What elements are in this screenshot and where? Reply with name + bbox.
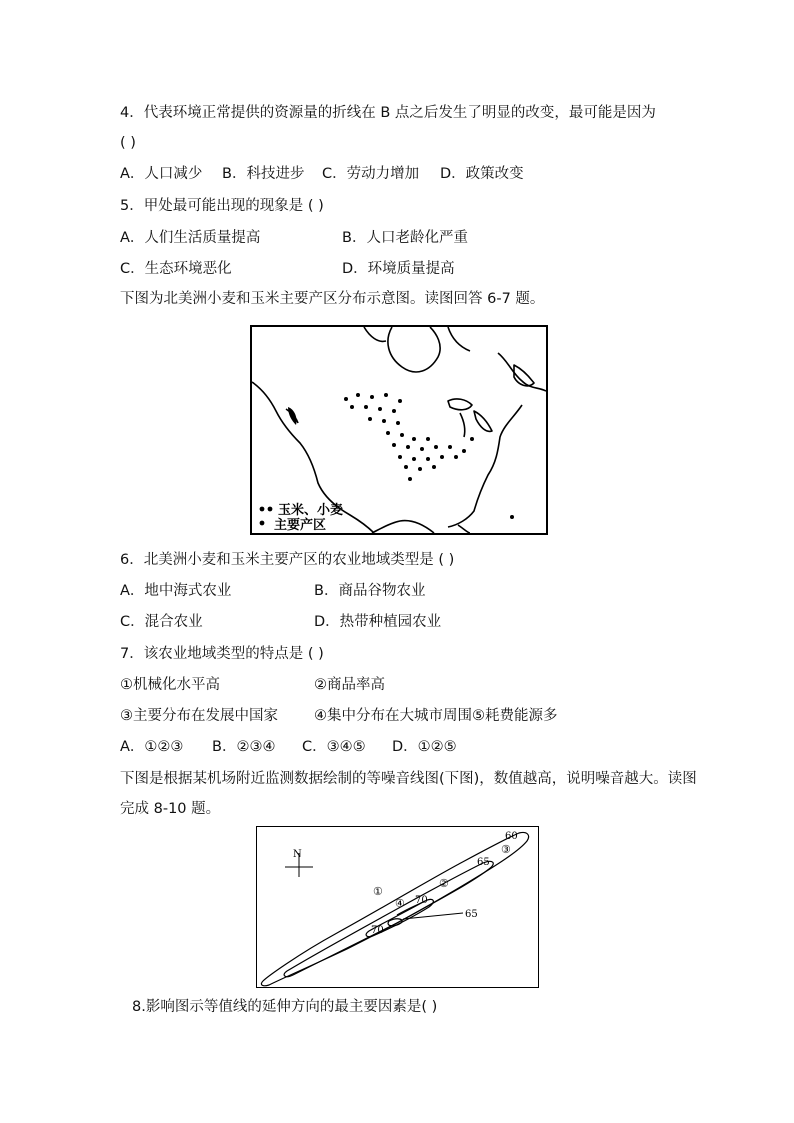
noise-isoline-map (256, 826, 539, 988)
q5-option-b: B．人口老龄化严重 (342, 230, 468, 246)
label-70-upper: 70 (415, 895, 428, 906)
q4-option-a: A．人口减少 (120, 166, 203, 182)
q6-stem: 6．北美洲小麦和玉米主要产区的农业地域类型是 ( ) (120, 552, 455, 568)
q7-option-b: B．②③④ (212, 739, 276, 755)
q7-option-a: A．①②③ (120, 739, 184, 755)
q4-option-d: D．政策改变 (440, 166, 524, 182)
circle-label-4: ④ (395, 897, 405, 910)
leader-line (403, 913, 463, 919)
legend-dot (268, 507, 273, 512)
q7-option-d: D．①②⑤ (392, 739, 457, 755)
q5-option-d: D．环境质量提高 (342, 261, 455, 277)
legend-line-1: 玉米、小麦 (278, 503, 344, 518)
legend-dot (260, 507, 265, 512)
circle-label-2: ② (439, 877, 449, 890)
q4-option-c: C．劳动力增加 (322, 166, 420, 182)
q4-stem: 4．代表环境正常提供的资源量的折线在 B 点之后发生了明显的改变，最可能是因为 (120, 105, 656, 121)
q6-option-b: B．商品谷物农业 (314, 583, 426, 599)
production-dots (344, 393, 514, 519)
q5-option-a: A．人们生活质量提高 (120, 230, 261, 246)
q8-stem: 8.影响图示等值线的延伸方向的最主要因素是( ) (132, 999, 438, 1015)
circle-label-3: ③ (501, 843, 511, 856)
q5-option-c: C．生态环境恶化 (120, 261, 232, 277)
map-drawing (252, 327, 546, 533)
q6-option-a: A．地中海式农业 (120, 583, 232, 599)
q6-option-c: C．混合农业 (120, 614, 203, 630)
q7-item-2: ②商品率高 (314, 677, 385, 693)
north-label: N (293, 849, 302, 860)
label-60: 60 (505, 831, 518, 842)
isoline-drawing (257, 827, 538, 987)
q4-option-b: B．科技进步 (222, 166, 305, 182)
legend-line-2: 主要产区 (274, 518, 327, 533)
label-65-lower: 65 (465, 909, 478, 920)
label-70-lower: 70 (371, 925, 384, 936)
q6-option-d: D．热带种植园农业 (314, 614, 442, 630)
q7-item-3: ③主要分布在发展中国家 (120, 708, 278, 724)
north-america-map (250, 325, 548, 535)
label-65-upper: 65 (477, 857, 490, 868)
legend-dot (260, 521, 265, 526)
q4-paren: ( ) (120, 135, 136, 151)
intro-8-10-line-2: 完成 8-10 题。 (120, 801, 221, 817)
intro-6-7: 下图为北美洲小麦和玉米主要产区分布示意图。读图回答 6-7 题。 (120, 291, 545, 307)
q7-item-1: ①机械化水平高 (120, 677, 220, 693)
intro-8-10-line-1: 下图是根据某机场附近监测数据绘制的等噪音线图(下图)，数值越高，说明噪音越大。读图 (120, 771, 697, 787)
q5-stem: 5．甲处最可能出现的现象是 ( ) (120, 198, 324, 214)
circle-label-1: ① (373, 885, 383, 898)
q7-stem: 7．该农业地域类型的特点是 ( ) (120, 646, 324, 662)
q7-option-c: C．③④⑤ (302, 739, 366, 755)
q7-item-4: ④集中分布在大城市周围⑤耗费能源多 (314, 708, 558, 724)
